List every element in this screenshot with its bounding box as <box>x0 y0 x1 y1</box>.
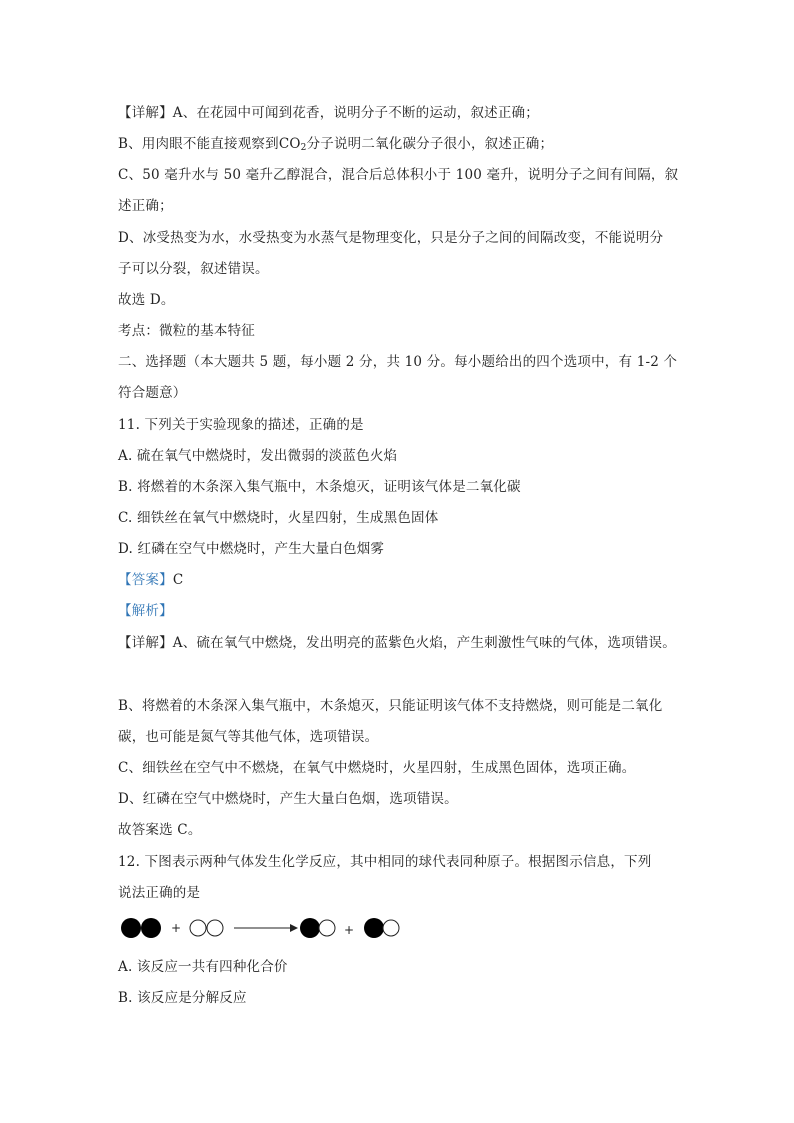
q10-conclusion: 故选 D。 <box>118 292 175 308</box>
q12-stem-line2: 说法正确的是 <box>118 885 201 901</box>
q12-option-a: A. 该反应一共有四种化合价 <box>118 959 288 975</box>
section2-heading-line2: 符合题意） <box>118 385 187 401</box>
answer-value: C <box>172 572 184 588</box>
q11-conclusion: 故答案选 C。 <box>118 822 202 838</box>
q12-option-b: B. 该反应是分解反应 <box>118 990 247 1006</box>
black-atom <box>300 918 320 938</box>
answer-label: 【答案】 <box>118 572 173 588</box>
plus-sign: + <box>344 923 355 937</box>
q11-analysis-label: 【解析】 <box>118 603 173 619</box>
plus-sign: + <box>171 921 182 935</box>
q10-kaodian: 考点：微粒的基本特征 <box>118 323 255 339</box>
q10-detail-a: 【详解】A、在花园中可闻到花香，说明分子不断的运动，叙述正确； <box>118 105 539 121</box>
q10-detail-c-line1: C、50 毫升水与 50 毫升乙醇混合，混合后总体积小于 100 毫升，说明分子之间有间隔，叙 <box>118 167 679 183</box>
q11-option-c: C. 细铁丝在氧气中燃烧时，火星四射，生成黑色固体 <box>118 510 439 526</box>
q11-option-a: A. 硫在氧气中燃烧时，发出微弱的淡蓝色火焰 <box>118 448 398 464</box>
q10-b-part2: 分子说明二氧化碳分子很小，叙述正确； <box>306 136 554 152</box>
q10-detail-d-line2: 子可以分裂，叙述错误。 <box>118 261 269 277</box>
q11-detail-b-line1: B、将燃着的木条深入集气瓶中，木条熄灭，只能证明该气体不支持燃烧，则可能是二氧化 <box>118 698 663 714</box>
white-atom <box>383 920 399 936</box>
section2-heading-line1: 二、选择题（本大题共 5 题，每小题 2 分，共 10 分。每小题给出的四个选项中，有 1-2 个 <box>118 354 678 370</box>
white-atom <box>190 920 206 936</box>
q11-option-b: B. 将燃着的木条深入集气瓶中，木条熄灭，证明该气体是二氧化碳 <box>118 479 521 495</box>
black-atom <box>141 918 161 938</box>
black-atom <box>364 918 384 938</box>
co2-formula: $CO_2$ <box>278 136 307 153</box>
q11-detail-a: 【详解】A、硫在氧气中燃烧，发出明亮的蓝紫色火焰，产生刺激性气味的气体，选项错误。 <box>118 635 676 651</box>
white-atom <box>319 920 335 936</box>
arrow-head <box>290 924 298 932</box>
q11-option-d: D. 红磷在空气中燃烧时，产生大量白色烟雾 <box>118 541 385 557</box>
q11-answer <box>118 570 183 590</box>
black-atom <box>121 918 141 938</box>
q10-detail-c-line2: 述正确； <box>118 198 173 214</box>
q11-stem: 11. 下列关于实验现象的描述，正确的是 <box>118 417 364 433</box>
q11-detail-c: C、细铁丝在空气中不燃烧，在氧气中燃烧时，火星四射，生成黑色固体，选项正确。 <box>118 760 636 776</box>
white-atom <box>207 920 223 936</box>
q10-detail-d-line1: D、冰受热变为水，水受热变为水蒸气是物理变化，只是分子之间的间隔改变，不能说明分 <box>118 230 664 246</box>
q12-stem-line1: 12. 下图表示两种气体发生化学反应，其中相同的球代表同种原子。根据图示信息，下列 <box>118 854 652 870</box>
q11-detail-b-line2: 碳，也可能是氮气等其他气体，选项错误。 <box>118 729 379 745</box>
reaction-diagram <box>118 912 418 944</box>
q10-b-part1: B、用肉眼不能直接观察到 <box>118 136 279 152</box>
q10-detail-b <box>118 134 553 158</box>
q11-detail-d: D、红磷在空气中燃烧时，产生大量白色烟，选项错误。 <box>118 791 458 807</box>
